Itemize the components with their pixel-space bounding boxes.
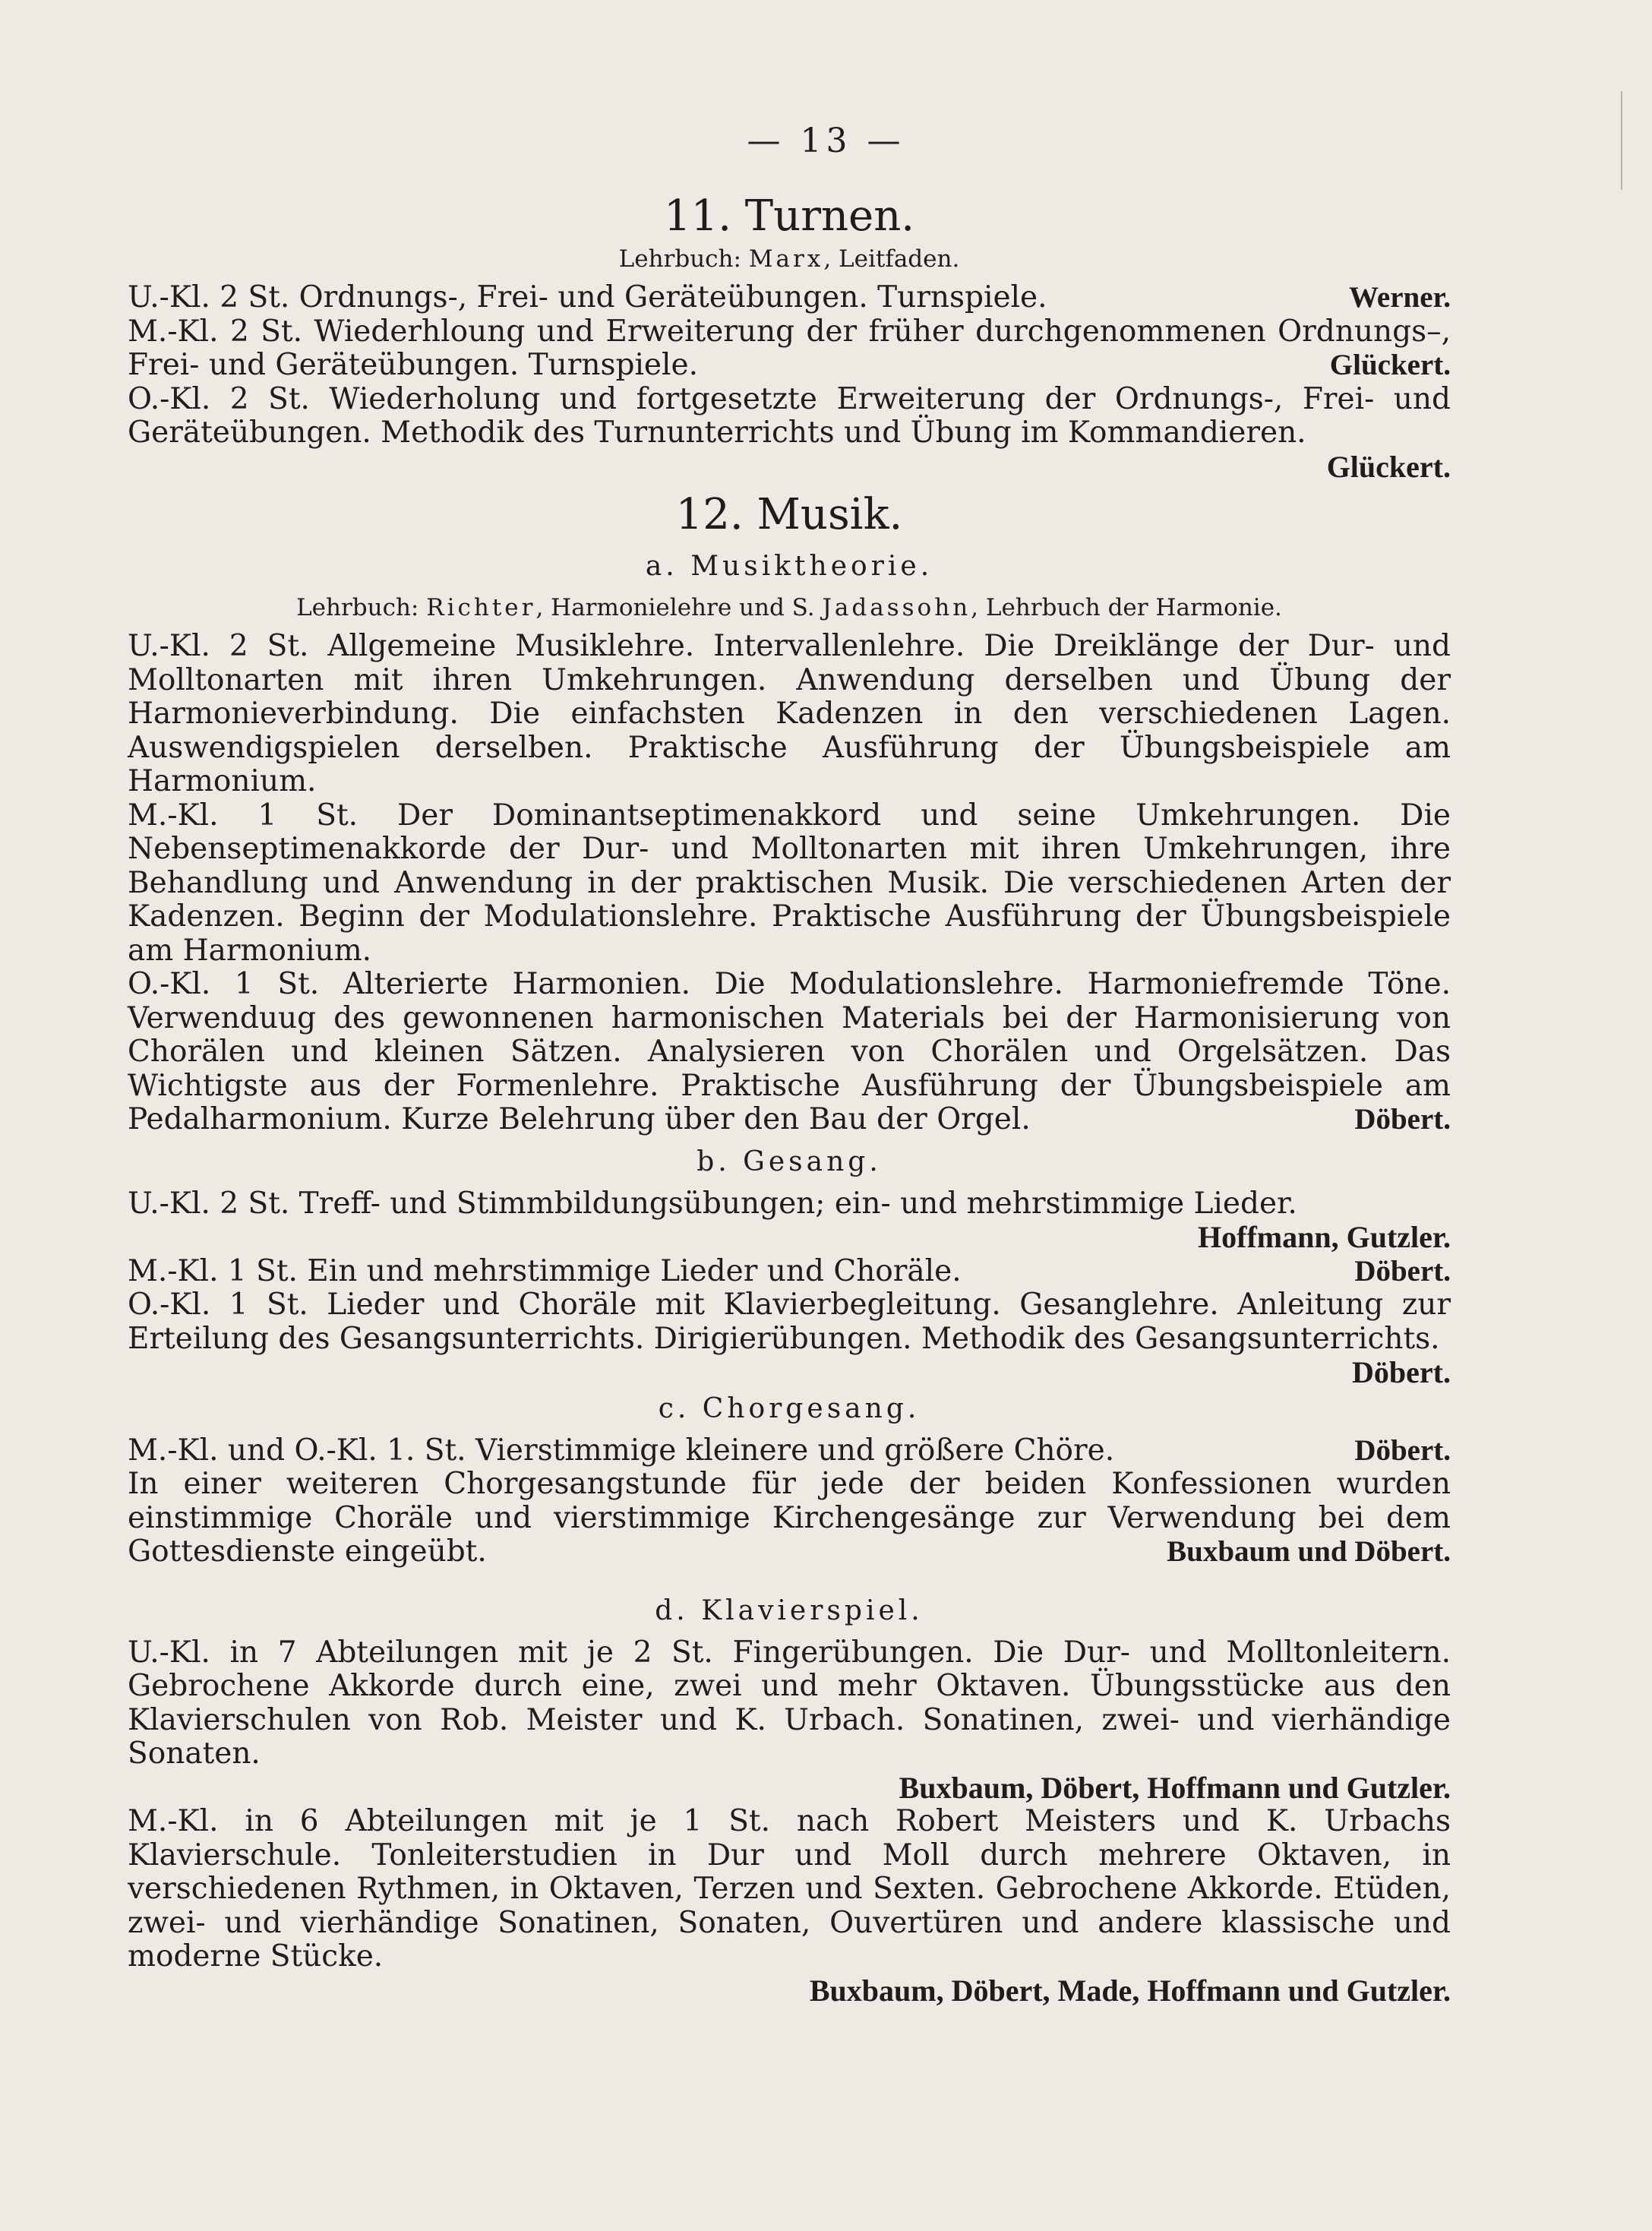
gesang-mk-text: M.-Kl. 1 St. Ein und mehrstimmige Lieder und Choräle.: [128, 1253, 962, 1288]
turnen-mk: [128, 315, 1451, 383]
musiktheorie-lehrbuch: [128, 592, 1451, 624]
turnen-uk-teacher: Werner.: [1349, 281, 1451, 314]
klavier-uk-teacher: Buxbaum, Döbert, Hoffmann und Gutzler.: [899, 1770, 1451, 1805]
turnen-uk-text: U.-Kl. 2 St. Ordnungs-, Frei- und Geräteübungen. Turnspiele.: [128, 280, 1047, 314]
musiktheorie-uk: U.-Kl. 2 St. Allgemeine Musiklehre. Intervallenlehre. Die Dreiklänge der Dur- und Molltonarten mit ihren Umkehrungen. Anwendung derselben und Übung der Harmonieverbindung. Die einfachsten Kadenzen in den verschiedenen Lagen. Auswendigspielen derselben. Praktische Ausführung der Übungsbeispiele am Harmonium.: [128, 629, 1451, 798]
lehrbuch-author-1: Richter: [426, 594, 536, 621]
gesang-ok: O.-Kl. 1 St. Lieder und Choräle mit Klavierbegleitung. Gesanglehre. Anleitung zur Erteilung des Gesangsunterrichts. Dirigierübungen. Methodik des Gesangsunterrichts.: [128, 1288, 1451, 1356]
chorgesang-line: [128, 1434, 1451, 1468]
gesang-ok-teacher: Döbert.: [1352, 1355, 1451, 1389]
gesang-mk: [128, 1255, 1451, 1289]
musiktheorie-ok-teacher: Döbert.: [1354, 1103, 1451, 1136]
lehrbuch-author: Marx: [748, 245, 824, 273]
klavier-mk-teacher: Buxbaum, Döbert, Made, Hoffmann und Gutzler.: [809, 1973, 1451, 2008]
turnen-mk-text: M.-Kl. 2 St. Wiederhloung und Erweiterung der früher durchgenommenen Ordnungs–, Frei- und Geräteübungen. Turnspiele.: [128, 314, 1451, 382]
turnen-uk: [128, 281, 1451, 315]
gesang-mk-teacher: Döbert.: [1354, 1254, 1451, 1288]
section-heading-turnen: 11. Turnen.: [663, 191, 915, 241]
section-heading-musik: 12. Musik.: [675, 490, 903, 539]
musiktheorie-mk: M.-Kl. 1 St. Der Dominantseptimenakkord und seine Umkehrungen. Die Nebenseptimenakkorde der Dur- und Molltonarten mit ihren Umkehrungen, ihre Behandlung und Anwendung in der praktischen Musik. Die verschiedenen Arten der Kadenzen. Beginn der Modulationslehre. Praktische Ausführung der Übungsbeispiele am Harmonium.: [128, 798, 1451, 968]
lehrbuch-author-2: Jadassohn: [822, 594, 971, 621]
chorgesang-line-text: M.-Kl. und O.-Kl. 1. St. Vierstimmige kleinere und größere Chöre.: [128, 1433, 1115, 1468]
chorgesang-para-text: In einer weiteren Chorgesangstunde für jede der beiden Konfessionen wurden einstimmige Choräle und vierstimmige Kirchengesänge zur Verwendung bei dem Gottesdienste eingeübt.: [128, 1467, 1451, 1569]
gesang-uk: U.-Kl. 2 St. Treff- und Stimmbildungsübungen; ein- und mehrstimmige Lieder.: [128, 1186, 1297, 1221]
chorgesang-heading: c. Chorgesang.: [658, 1392, 921, 1424]
lehrbuch-prefix: Lehrbuch:: [296, 594, 427, 621]
turnen-ok: O.-Kl. 2 St. Wiederholung und fortgesetzte Erweiterung der Ordnungs-, Frei- und Geräteübungen. Methodik des Turnunterrichts und Übung im Kommandieren.: [128, 381, 1451, 450]
chorgesang-line-teacher: Döbert.: [1354, 1433, 1451, 1467]
gesang-heading: b. Gesang.: [696, 1146, 882, 1177]
musiktheorie-heading: a. Musiktheorie.: [645, 551, 933, 582]
page-content: [128, 190, 1451, 2008]
klavierspiel-heading: d. Klavierspiel.: [655, 1594, 924, 1626]
chorgesang-para: [128, 1468, 1451, 1569]
klavier-mk: M.-Kl. in 6 Abteilungen mit je 1 St. nach Robert Meisters und K. Urbachs Klavierschule. Tonleiterstudien in Dur und Moll durch mehrere Oktaven, in verschiedenen Rythmen, in Oktaven, Terzen und Sexten. Gebrochene Akkorde. Etüden, zwei- und vierhändige Sonatinen, Sonaten, Ouvertüren und andere klassische und moderne Stücke.: [128, 1804, 1451, 1973]
chorgesang-para-teacher: Buxbaum und Döbert.: [1167, 1535, 1451, 1568]
lehrbuch-rest: , Leitfaden.: [823, 245, 960, 273]
turnen-ok-teacher: Glückert.: [1326, 449, 1451, 484]
turnen-mk-teacher: Glückert.: [1329, 349, 1451, 381]
lehrbuch-mid: , Harmonielehre und S.: [535, 594, 823, 621]
lehrbuch-rest: , Lehrbuch der Harmonie.: [971, 594, 1282, 621]
turnen-lehrbuch: [128, 243, 1451, 275]
musiktheorie-ok: [128, 968, 1451, 1137]
klavier-uk: U.-Kl. in 7 Abteilungen mit je 2 St. Fingerübungen. Die Dur- und Molltonleitern. Gebrochene Akkorde durch eine, zwei und mehr Oktaven. Übungsstücke aus den Klavierschulen von Rob. Meister und K. Urbach. Sonatinen, zwei- und vierhändige Sonaten.: [128, 1635, 1451, 1771]
lehrbuch-prefix: Lehrbuch:: [618, 245, 749, 273]
page-number: — 13 —: [747, 122, 905, 160]
gesang-uk-teacher: Hoffmann, Gutzler.: [1198, 1220, 1451, 1254]
musiktheorie-ok-text: O.-Kl. 1 St. Alterierte Harmonien. Die Modulationslehre. Harmoniefremde Töne. Verwenduug des gewonnenen harmonischen Materials bei der Harmonisierung von Chorälen und kleinen Sätzen. Analysieren von Chorälen und Orgelsätzen. Das Wichtigste aus der Formenlehre. Praktische Ausführung der Übungsbeispiele am Pedalharmonium. Kurze Belehrung über den Bau der Orgel.: [128, 967, 1451, 1136]
